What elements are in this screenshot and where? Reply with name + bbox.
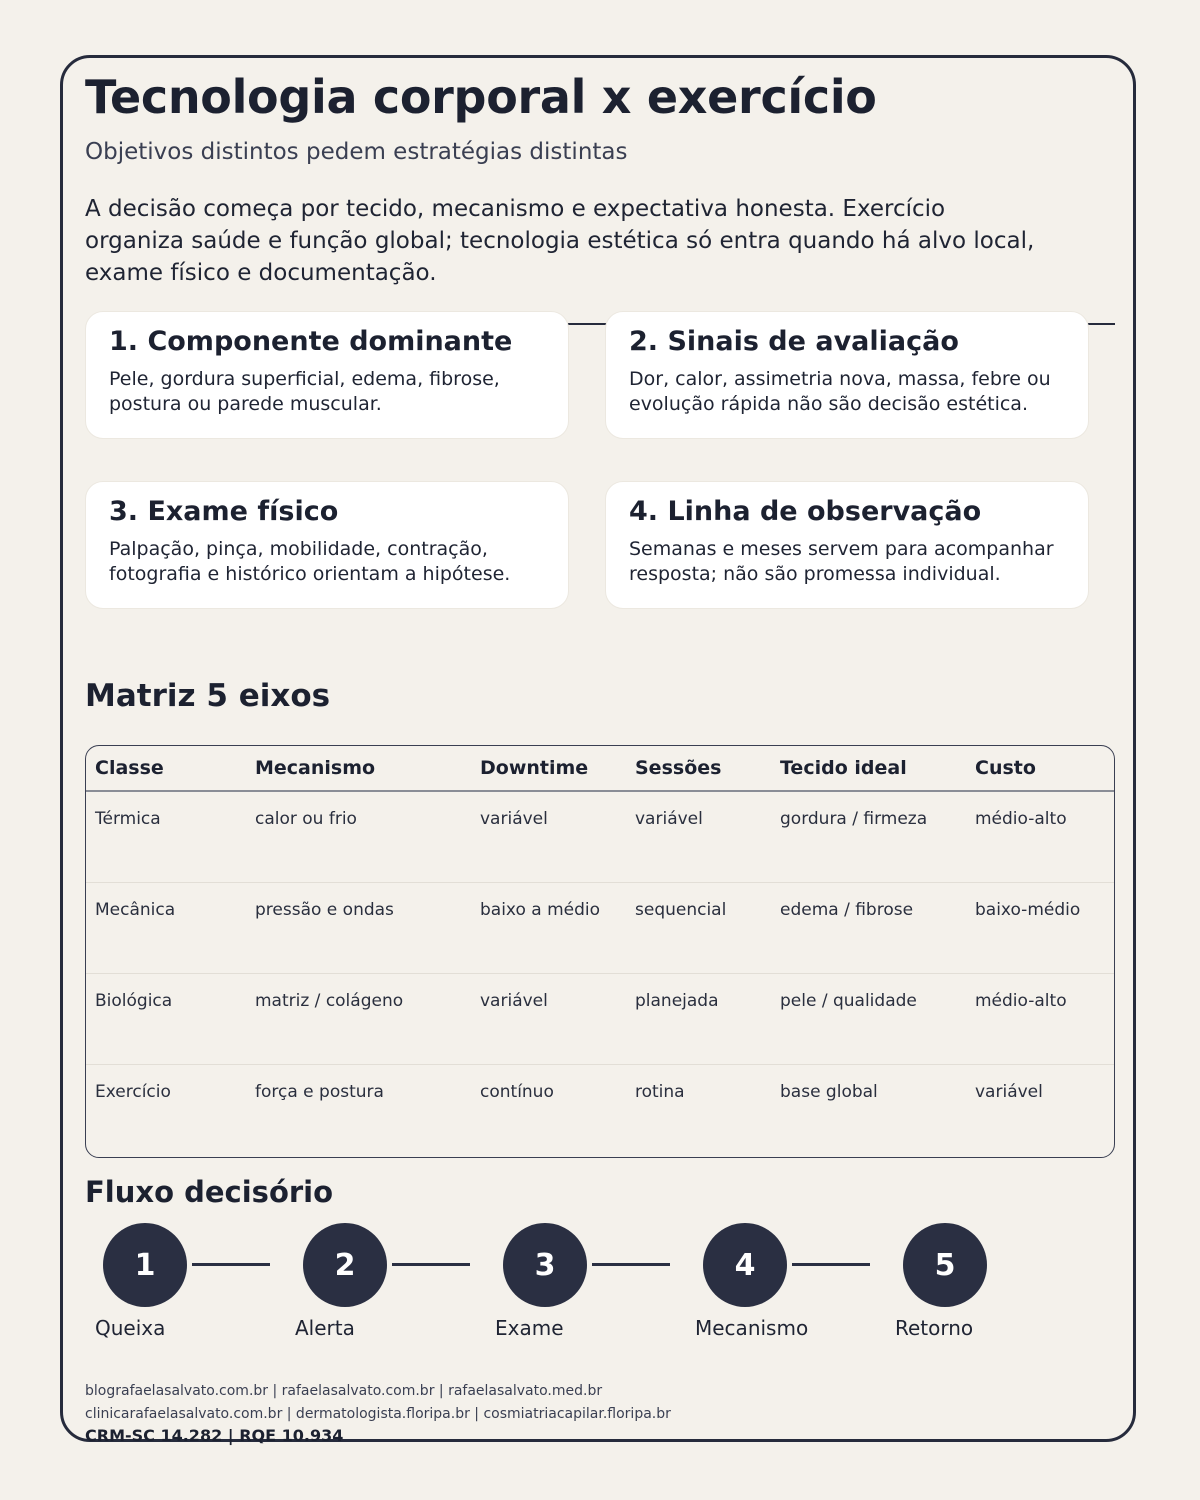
step-connector xyxy=(192,1263,270,1266)
table-cell: base global xyxy=(780,1081,878,1102)
table-cell: variável xyxy=(471,791,626,882)
step-circle-5: 5 xyxy=(903,1223,987,1307)
step-label-exame: Exame xyxy=(495,1316,564,1340)
table-cell: variável xyxy=(471,973,626,1064)
card-componente-dominante xyxy=(85,311,569,439)
table-cell: baixo-médio xyxy=(966,882,1114,973)
step-connector xyxy=(392,1263,470,1266)
page-title: Tecnologia corporal x exercício xyxy=(85,70,877,124)
column-header-custo: Custo xyxy=(966,746,1114,791)
card-exame-fisico xyxy=(85,481,569,609)
table-cell: Exercício xyxy=(95,1081,171,1102)
card-text: Dor, calor, assimetria nova, massa, febre ou evolução rápida não são decisão estética. xyxy=(629,368,1051,415)
step-connector xyxy=(592,1263,670,1266)
table-cell: planejada xyxy=(626,973,771,1064)
card-title: 4. Linha de observação xyxy=(629,496,982,527)
table-row xyxy=(86,791,1114,882)
table-cell: pele / qualidade xyxy=(771,973,966,1064)
table-cell: baixo a médio xyxy=(471,882,626,973)
table-cell: variável xyxy=(975,1081,1043,1102)
footer xyxy=(85,1380,671,1446)
step-label-queixa: Queixa xyxy=(95,1316,166,1340)
table-cell: Biológica xyxy=(86,973,246,1064)
table-cell: médio-alto xyxy=(966,791,1114,882)
table-cell: sequencial xyxy=(626,882,771,973)
card-title: 3. Exame físico xyxy=(109,496,339,527)
table-row xyxy=(86,1064,1114,1155)
page-subtitle: Objetivos distintos pedem estratégias distintas xyxy=(85,139,628,165)
table-row xyxy=(86,882,1114,973)
table-cell: contínuo xyxy=(480,1081,554,1102)
footer-links-2: clinicarafaelasalvato.com.br | dermatologista.floripa.br | cosmiatriacapilar.floripa.br xyxy=(85,1406,671,1422)
table-cell: gordura / firmeza xyxy=(771,791,966,882)
table-row xyxy=(86,973,1114,1064)
table-cell: edema / fibrose xyxy=(771,882,966,973)
step-circle-3: 3 xyxy=(503,1223,587,1307)
column-header-downtime: Downtime xyxy=(471,746,626,791)
card-linha-observacao xyxy=(605,481,1089,609)
table-cell: calor ou frio xyxy=(246,791,471,882)
flow-title: Fluxo decisório xyxy=(85,1175,334,1209)
card-text: Pele, gordura superficial, edema, fibrose, postura ou parede muscular. xyxy=(109,368,500,415)
table-cell: variável xyxy=(626,791,771,882)
decision-flow xyxy=(0,1220,1200,1360)
table-cell: rotina xyxy=(635,1081,685,1102)
table-cell: Mecânica xyxy=(86,882,246,973)
column-header-tecido-ideal: Tecido ideal xyxy=(771,746,966,791)
table-cell: pressão e ondas xyxy=(246,882,471,973)
intro-paragraph: A decisão começa por tecido, mecanismo e expectativa honesta. Exercício organiza saúde e função global; tecnologia estética só entra quando há alvo local, exame físico e documentação. xyxy=(85,196,1035,286)
card-text: Semanas e meses servem para acompanhar resposta; não são promessa individual. xyxy=(629,538,1054,585)
card-title: 2. Sinais de avaliação xyxy=(629,326,959,357)
step-circle-1: 1 xyxy=(103,1223,187,1307)
step-circle-4: 4 xyxy=(703,1223,787,1307)
table-cell: força e postura xyxy=(255,1081,384,1102)
card-title: 1. Componente dominante xyxy=(109,326,513,357)
step-connector xyxy=(792,1263,870,1266)
step-label-mecanismo: Mecanismo xyxy=(695,1316,809,1340)
matrix-table xyxy=(85,745,1115,1158)
divider-line xyxy=(1088,323,1115,325)
step-label-alerta: Alerta xyxy=(295,1316,355,1340)
step-label-retorno: Retorno xyxy=(895,1316,974,1340)
column-header-classe: Classe xyxy=(86,746,246,791)
column-header-sessoes: Sessões xyxy=(626,746,771,791)
table-header-row xyxy=(86,746,1114,791)
step-circle-2: 2 xyxy=(303,1223,387,1307)
matrix-title: Matriz 5 eixos xyxy=(85,678,331,714)
card-text: Palpação, pinça, mobilidade, contração, fotografia e histórico orientam a hipótese. xyxy=(109,538,511,585)
table-cell: Térmica xyxy=(86,791,246,882)
column-header-mecanismo: Mecanismo xyxy=(246,746,471,791)
table-cell: médio-alto xyxy=(966,973,1114,1064)
footer-links-1: blografaelasalvato.com.br | rafaelasalvato.com.br | rafaelasalvato.med.br xyxy=(85,1383,603,1399)
table-cell: matriz / colágeno xyxy=(246,973,471,1064)
divider-line xyxy=(568,323,606,325)
card-sinais-avaliacao xyxy=(605,311,1089,439)
footer-registration: CRM-SC 14.282 | RQE 10.934 xyxy=(85,1426,344,1445)
